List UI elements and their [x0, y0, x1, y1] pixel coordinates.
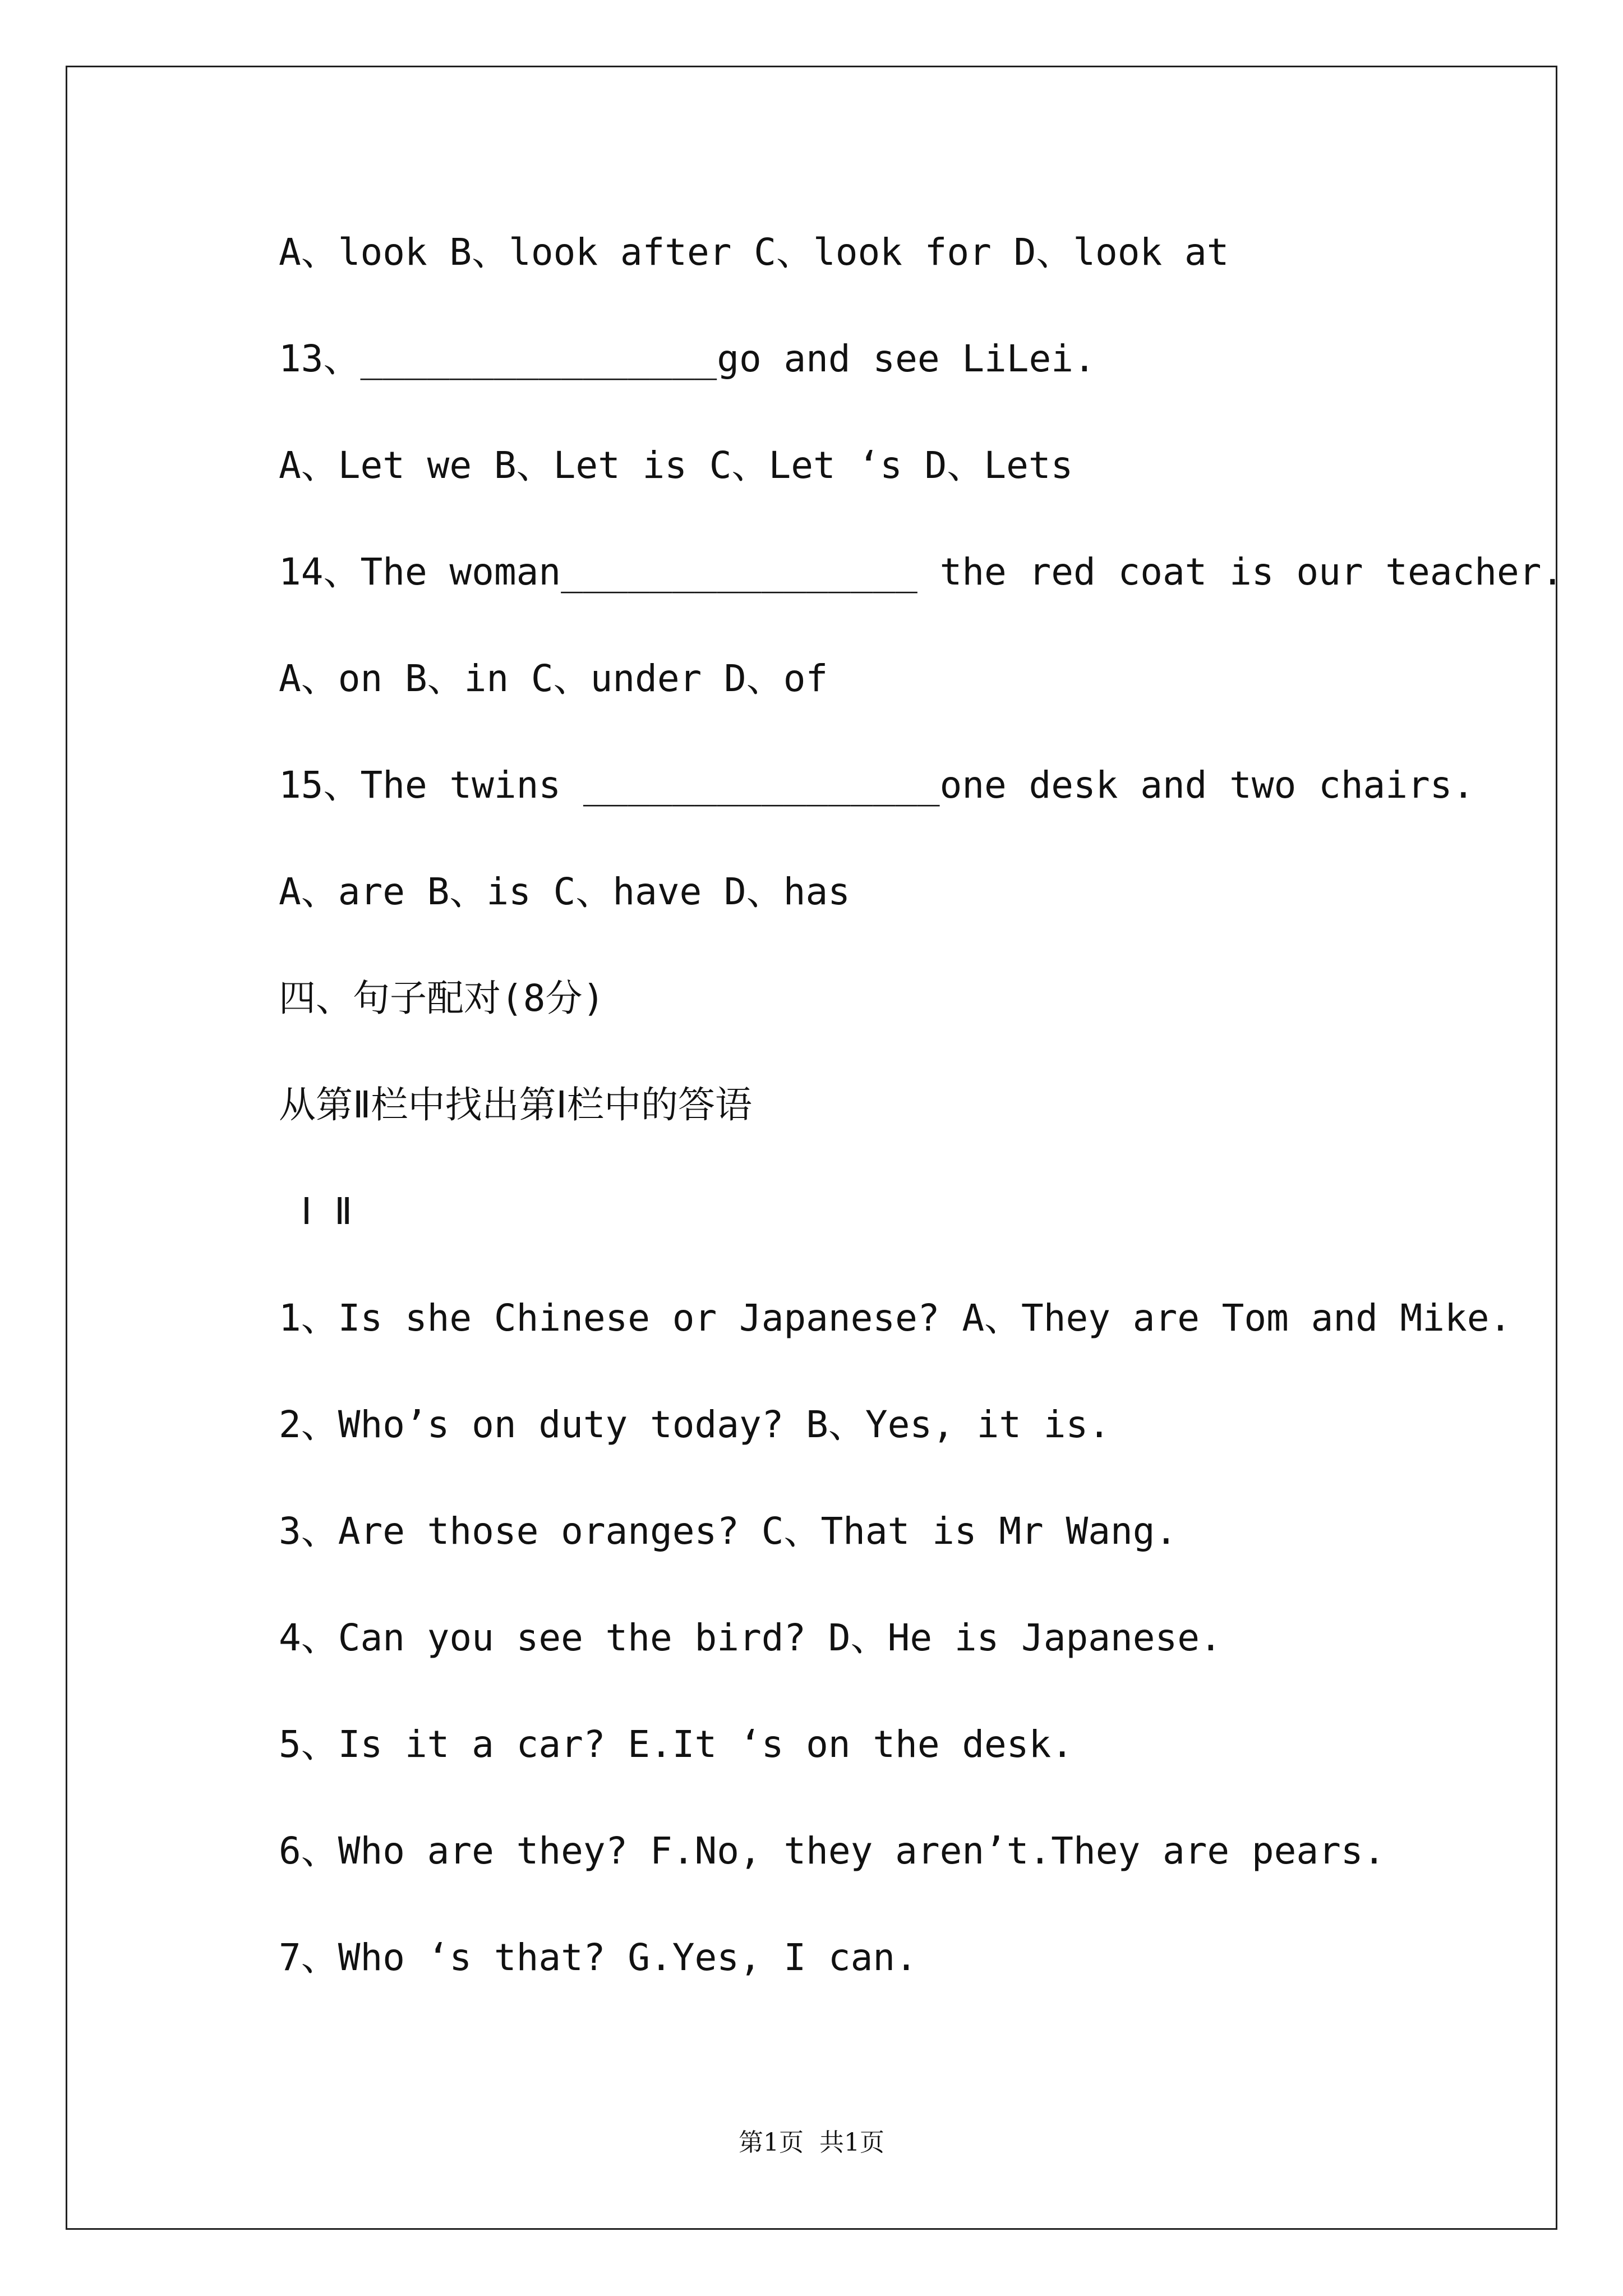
match-item-7: 7、Who ‘s that? G.Yes, I can. [279, 1936, 917, 1979]
section-four-heading: 四、句子配对(8分) [279, 977, 605, 1020]
match-item-4: 4、Can you see the bird? D、He is Japanese. [279, 1616, 1222, 1659]
match-item-1: 1、Is she Chinese or Japanese? A、They are Tom and Mike. [279, 1296, 1512, 1340]
match-item-6: 6、Who are they? F.No, they aren’t.They are pears. [279, 1829, 1386, 1872]
match-item-3: 3、Are those oranges? C、That is Mr Wang. [279, 1510, 1178, 1553]
q15-options: A、are B、is C、have D、has [279, 870, 850, 913]
q12-options: A、look B、look after C、look for D、look at [279, 231, 1229, 274]
q13-options: A、Let we B、Let is C、Let ‘s D、Lets [279, 444, 1073, 487]
match-item-2: 2、Who’s on duty today? B、Yes, it is. [279, 1403, 1111, 1446]
column-headers: Ⅰ Ⅱ [279, 1190, 353, 1233]
q14-options: A、on B、in C、under D、of [279, 657, 828, 700]
section-four-instruction: 从第Ⅱ栏中找出第Ⅰ栏中的答语 [279, 1083, 752, 1126]
page-border [66, 66, 1557, 2230]
page-footer: 第1页 共1页 [739, 2128, 884, 2157]
q15-question: 15、The twins ________________one desk and two chairs. [279, 763, 1475, 807]
match-item-5: 5、Is it a car? E.It ‘s on the desk. [279, 1723, 1074, 1766]
q13-question: 13、________________go and see LiLei. [279, 337, 1096, 380]
q14-question: 14、The woman________________ the red coat is our teacher. [279, 550, 1564, 593]
